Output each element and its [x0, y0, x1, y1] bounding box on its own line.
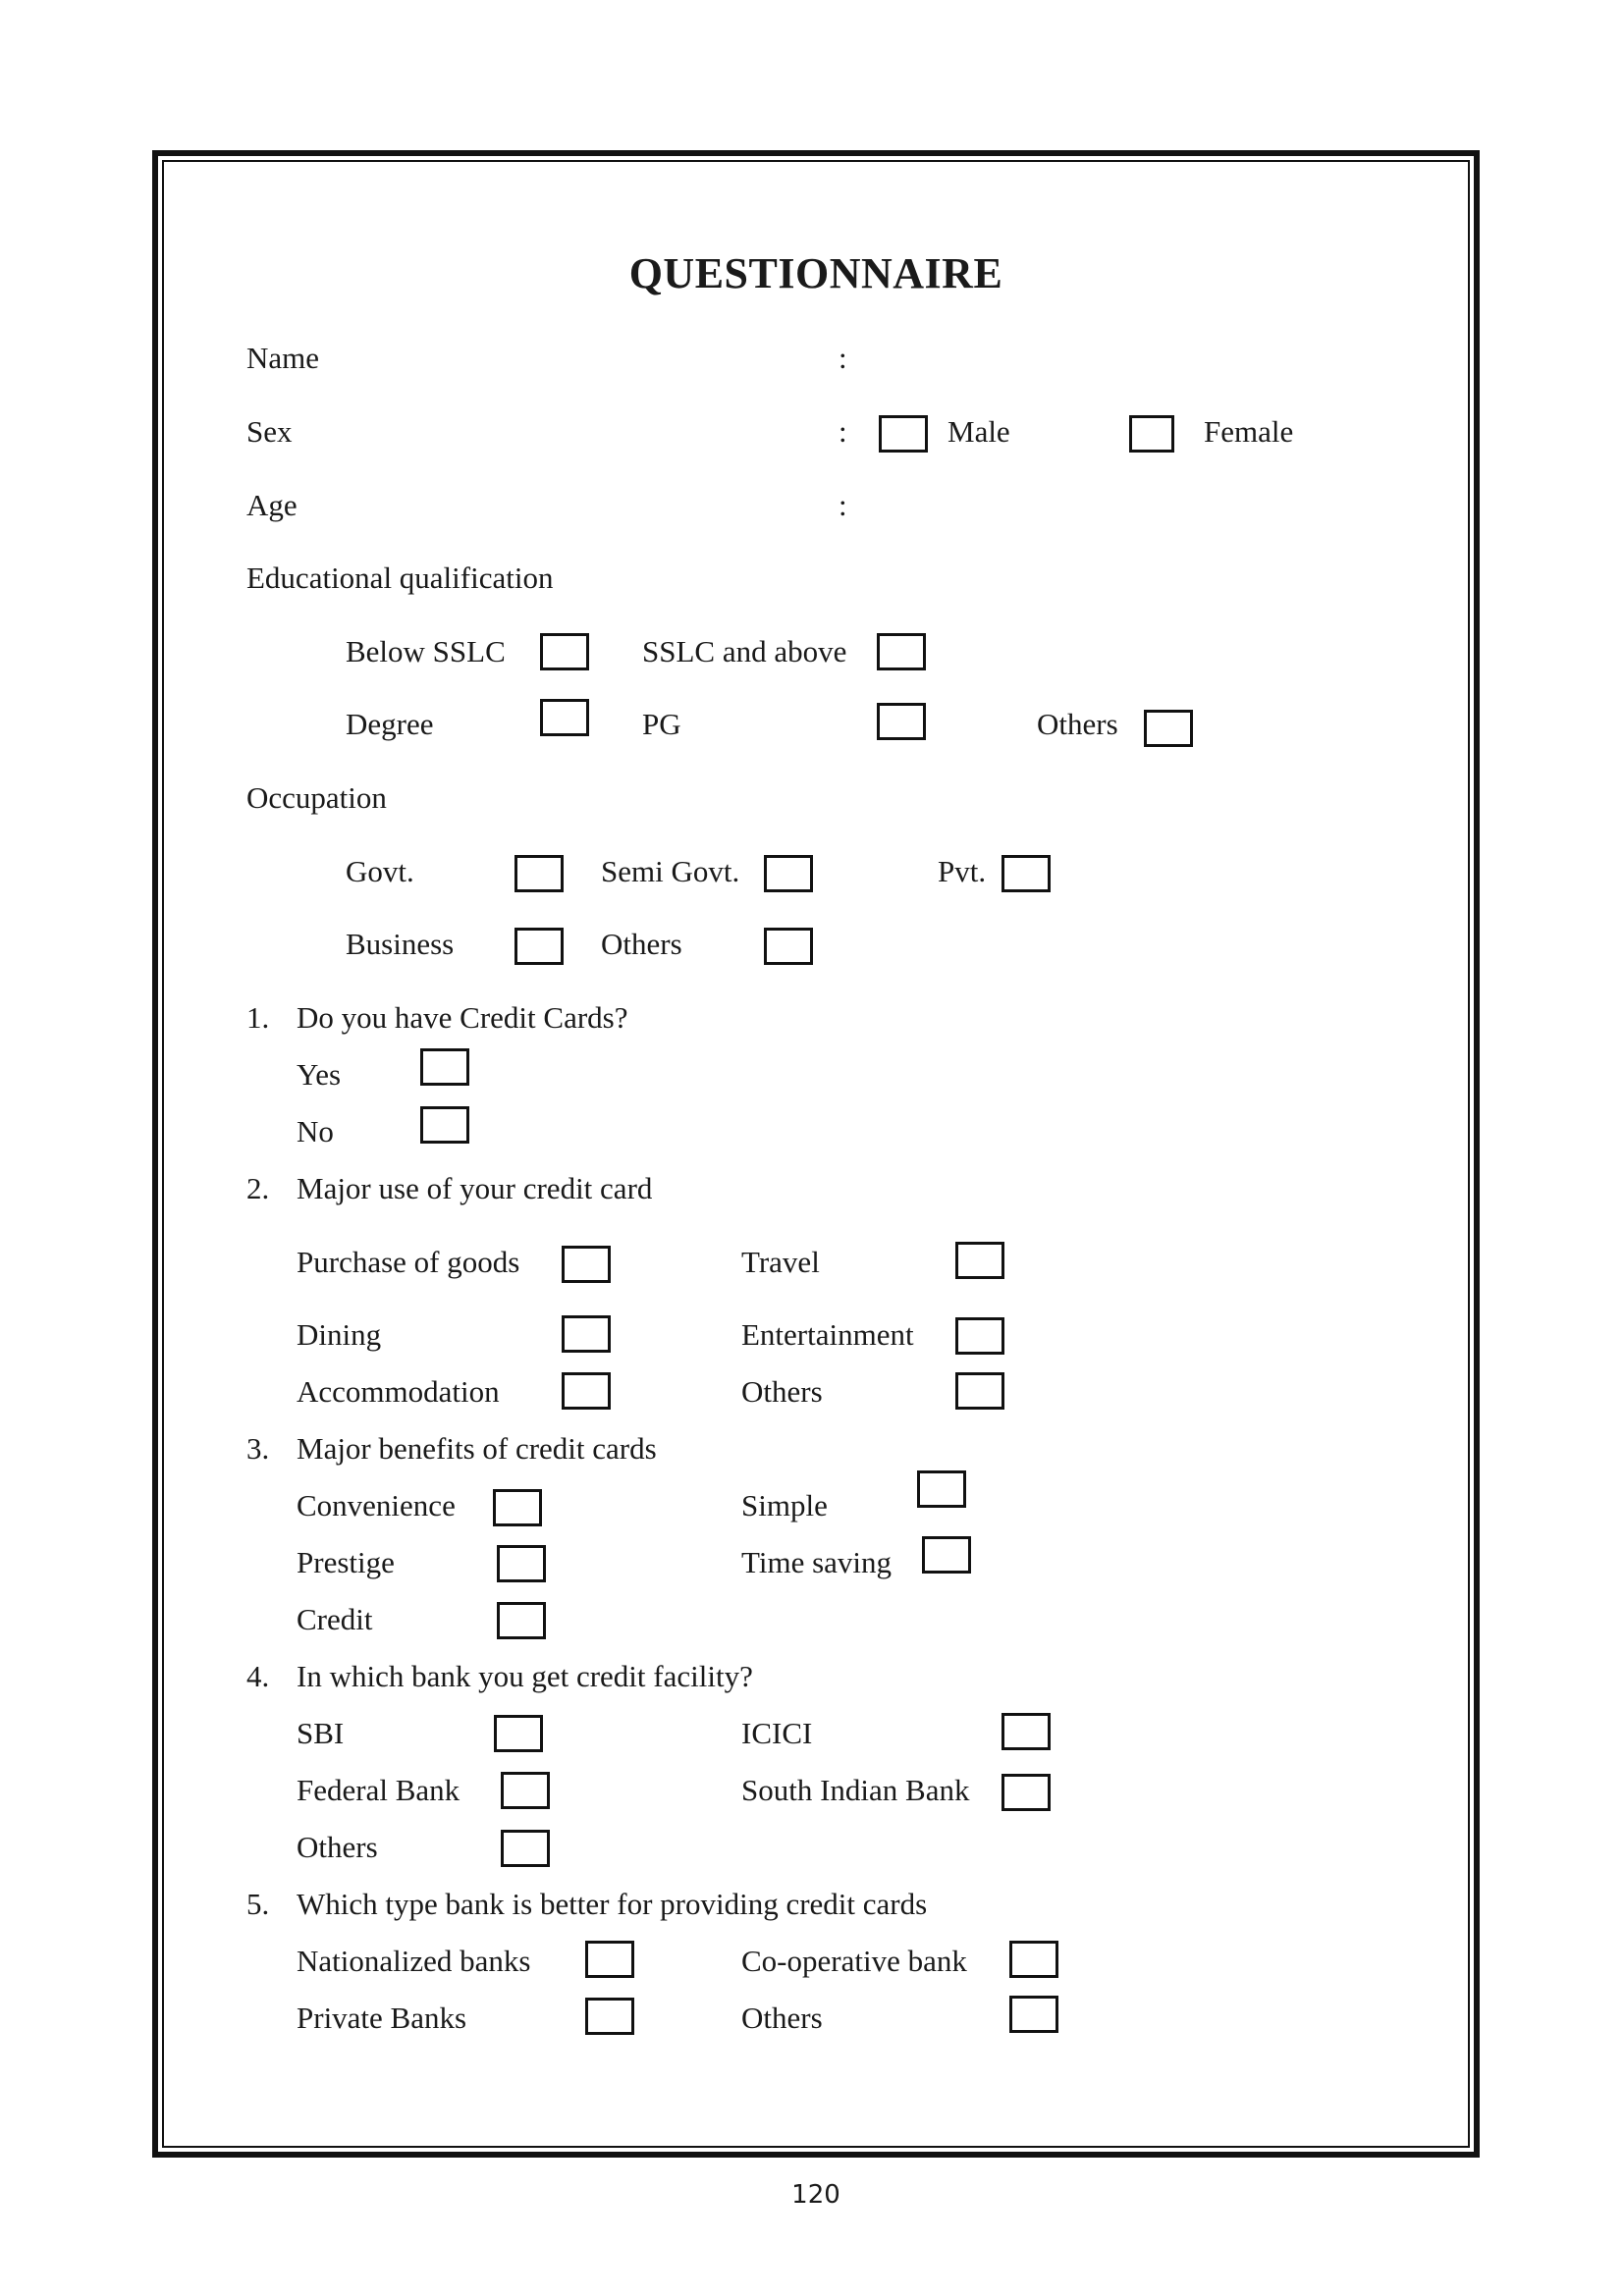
option-label: Semi Govt.: [601, 854, 740, 888]
option-label: Purchase of goods: [297, 1245, 520, 1279]
question-text: In which bank you get credit facility?: [297, 1659, 753, 1693]
option-label: Private Banks: [297, 2001, 467, 2035]
degree-checkbox[interactable]: [540, 699, 589, 736]
private-banks-checkbox[interactable]: [585, 1998, 634, 2035]
option-label: Below SSLC: [346, 634, 506, 668]
page-title: QUESTIONNAIRE: [628, 249, 1003, 297]
occupation-heading: Occupation: [246, 780, 387, 815]
option-label: Others: [741, 1374, 823, 1409]
option-label: SSLC and above: [642, 634, 847, 668]
option-label: Business: [346, 927, 455, 961]
occupation-others-checkbox[interactable]: [764, 928, 813, 965]
education-others-checkbox[interactable]: [1144, 710, 1193, 747]
icici-checkbox[interactable]: [1001, 1713, 1051, 1750]
pvt-checkbox[interactable]: [1001, 855, 1051, 892]
option-label: Nationalized banks: [297, 1944, 531, 1978]
option-label: Govt.: [346, 854, 414, 888]
govt-checkbox[interactable]: [514, 855, 564, 892]
prestige-checkbox[interactable]: [497, 1545, 546, 1582]
page-number: 120: [791, 2180, 840, 2210]
travel-checkbox[interactable]: [955, 1242, 1004, 1279]
purchase-goods-checkbox[interactable]: [562, 1246, 611, 1283]
name-colon: :: [839, 341, 847, 375]
age-label: Age: [246, 488, 298, 522]
below-sslc-checkbox[interactable]: [540, 633, 589, 670]
question-number: 3.: [246, 1431, 270, 1466]
option-label: SBI: [297, 1716, 345, 1750]
yes-checkbox[interactable]: [420, 1048, 469, 1086]
no-checkbox[interactable]: [420, 1106, 469, 1144]
semi-govt-checkbox[interactable]: [764, 855, 813, 892]
sbi-checkbox[interactable]: [494, 1715, 543, 1752]
question-text: Major benefits of credit cards: [297, 1431, 657, 1466]
credit-checkbox[interactable]: [497, 1602, 546, 1639]
male-checkbox[interactable]: [879, 415, 928, 453]
use-others-checkbox[interactable]: [955, 1372, 1004, 1410]
simple-checkbox[interactable]: [917, 1470, 966, 1508]
option-label: Federal Bank: [297, 1773, 460, 1807]
option-label: Prestige: [297, 1545, 395, 1579]
federal-bank-checkbox[interactable]: [501, 1772, 550, 1809]
co-operative-bank-checkbox[interactable]: [1009, 1941, 1058, 1978]
bank-others-checkbox[interactable]: [501, 1830, 550, 1867]
option-label: Yes: [297, 1057, 342, 1092]
option-label: PG: [642, 707, 681, 741]
option-label: South Indian Bank: [741, 1773, 970, 1807]
question-text: Which type bank is better for providing credit cards: [297, 1887, 928, 1921]
question-text: Major use of your credit card: [297, 1171, 653, 1205]
pg-checkbox[interactable]: [877, 703, 926, 740]
option-label: Co-operative bank: [741, 1944, 967, 1978]
option-label: Accommodation: [297, 1374, 500, 1409]
question-number: 1.: [246, 1000, 270, 1035]
option-label: Others: [741, 2001, 823, 2035]
question-text: Do you have Credit Cards?: [297, 1000, 628, 1035]
south-indian-bank-checkbox[interactable]: [1001, 1774, 1051, 1811]
entertainment-checkbox[interactable]: [955, 1317, 1004, 1355]
dining-checkbox[interactable]: [562, 1315, 611, 1353]
accommodation-checkbox[interactable]: [562, 1372, 611, 1410]
option-label: Pvt.: [938, 854, 987, 888]
sslc-above-checkbox[interactable]: [877, 633, 926, 670]
education-heading: Educational qualification: [246, 561, 554, 595]
convenience-checkbox[interactable]: [493, 1489, 542, 1526]
question-number: 5.: [246, 1887, 270, 1921]
option-label: Entertainment: [741, 1317, 914, 1352]
option-label: Convenience: [297, 1488, 456, 1522]
option-label: Dining: [297, 1317, 382, 1352]
option-label: Travel: [741, 1245, 820, 1279]
option-label: Credit: [297, 1602, 373, 1636]
question-number: 2.: [246, 1171, 270, 1205]
option-label: Others: [601, 927, 682, 961]
option-label: Simple: [741, 1488, 828, 1522]
option-label: Time saving: [741, 1545, 893, 1579]
female-label: Female: [1204, 414, 1294, 449]
option-label: Others: [297, 1830, 378, 1864]
option-label: ICICI: [741, 1716, 813, 1750]
time-saving-checkbox[interactable]: [922, 1536, 971, 1574]
type-others-checkbox[interactable]: [1009, 1996, 1058, 2033]
option-label: Degree: [346, 707, 434, 741]
sex-colon: :: [839, 414, 847, 449]
option-label: Others: [1037, 707, 1118, 741]
name-label: Name: [246, 341, 320, 375]
male-label: Male: [947, 414, 1010, 449]
question-number: 4.: [246, 1659, 270, 1693]
age-colon: :: [839, 488, 847, 522]
female-checkbox[interactable]: [1129, 415, 1174, 453]
nationalized-banks-checkbox[interactable]: [585, 1941, 634, 1978]
sex-label: Sex: [246, 414, 293, 449]
business-checkbox[interactable]: [514, 928, 564, 965]
option-label: No: [297, 1114, 334, 1148]
